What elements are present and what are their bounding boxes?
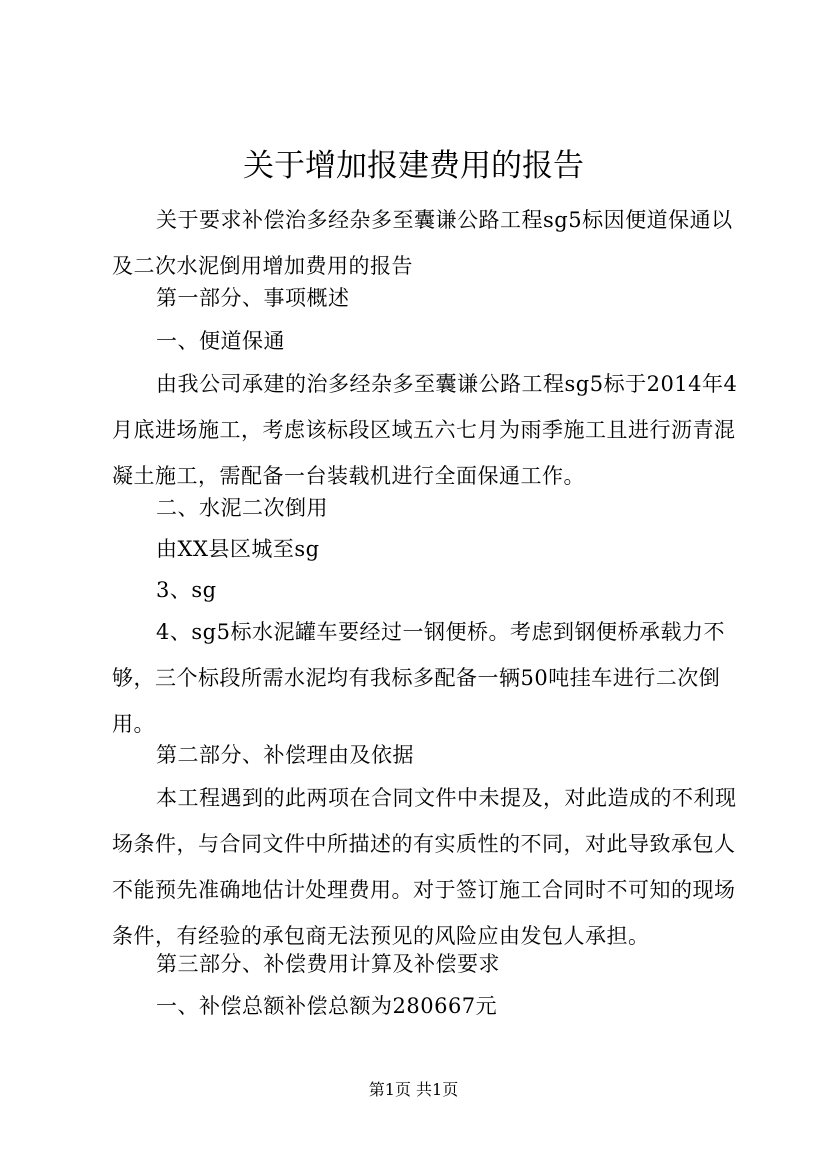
paragraph-reason: 本工程遇到的此两项在合同文件中未提及，对此造成的不利现场条件，与合同文件中所描述的有实质性的不同，对此导致承包人不能预先准确地估计处理费用。对于签订施工合同时不可知的现场条件，有经验的承包商无法预见的风险应由发包人承担。	[112, 786, 737, 948]
paragraph-item-3: 3、sg	[156, 578, 217, 602]
paragraph-section-cement: 二、水泥二次倒用	[156, 496, 328, 520]
paragraph-part-three-heading: 第三部分、补偿费用计算及补偿要求	[156, 952, 500, 976]
paragraph-item-4: 4、sg5标水泥罐车要经过一钢便桥。考虑到钢便桥承载力不够，三个标段所需水泥均有我标多配备一辆50吨挂车进行二次倒用。	[112, 620, 725, 736]
document-title: 关于增加报建费用的报告	[243, 148, 584, 184]
paragraph-intro: 关于要求补偿治多经杂多至囊谦公路工程sg5标因便道保通以及二次水泥倒用增加费用的报告	[112, 208, 733, 278]
paragraph-road-detail: 由我公司承建的治多经杂多至囊谦公路工程sg5标于2014年4月底进场施工，考虑该标段区域五六七月为雨季施工且进行沥青混凝土施工，需配备一台装载机进行全面保通工作。	[112, 372, 738, 488]
paragraph-part-two-heading: 第二部分、补偿理由及依据	[156, 743, 414, 767]
paragraph-part-one-heading: 第一部分、事项概述	[156, 286, 350, 310]
paragraph-section-road: 一、便道保通	[156, 329, 285, 353]
paragraph-cement-route: 由XX县区城至sg	[156, 537, 320, 561]
page-footer: 第1页 共1页	[368, 1080, 459, 1099]
paragraph-total: 一、补偿总额补偿总额为280667元	[156, 994, 498, 1018]
